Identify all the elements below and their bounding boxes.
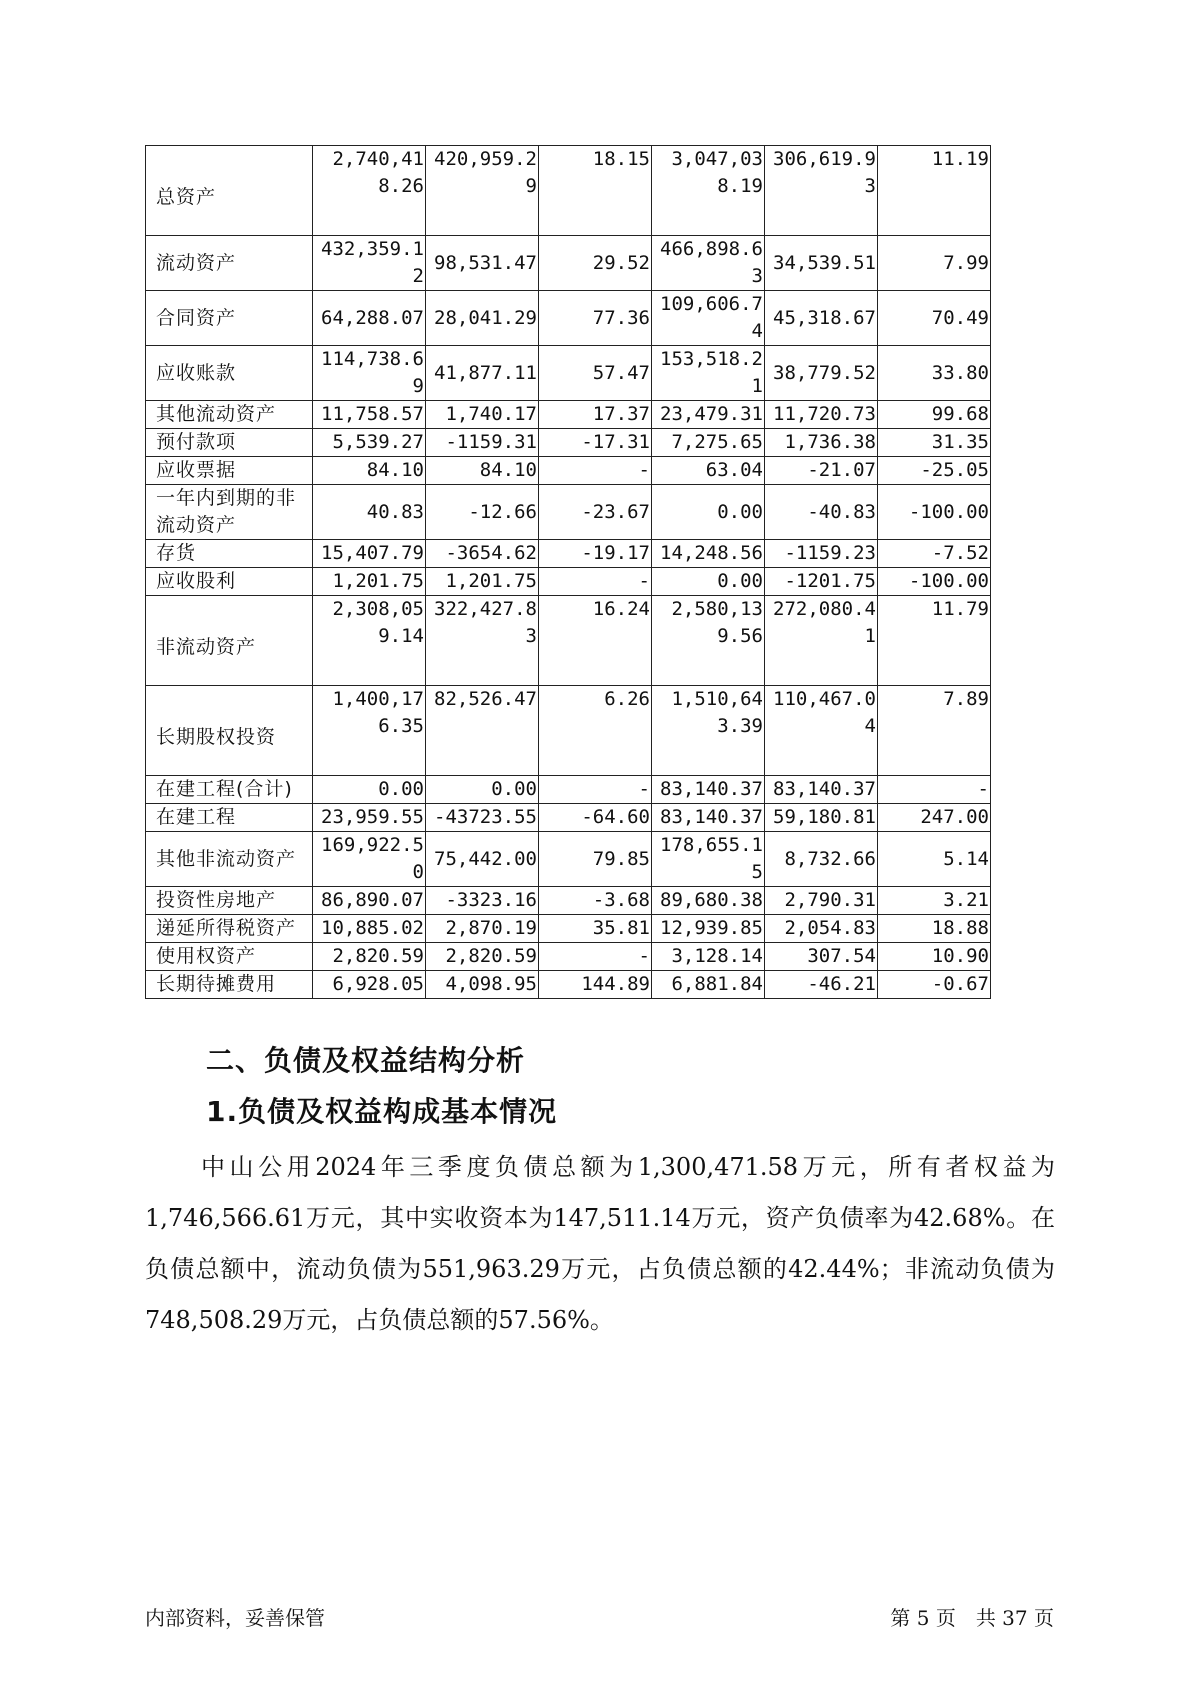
table-cell-v1: 432,359.12 (313, 236, 426, 291)
table-cell-v6: 99.68 (878, 401, 991, 429)
table-cell-v4: 12,939.85 (652, 915, 765, 943)
table-cell-v3: -19.17 (539, 540, 652, 568)
table-row (146, 146, 991, 236)
table-cell-v1: 1,400,176.35 (313, 686, 426, 776)
table-row (146, 291, 991, 346)
table-cell-v5: -1201.75 (765, 568, 878, 596)
table-cell-v2: -1159.31 (426, 429, 539, 457)
table-cell-v4: 14,248.56 (652, 540, 765, 568)
table-cell-v1: 40.83 (313, 485, 426, 540)
table-cell-v3: - (539, 457, 652, 485)
table-cell-v4: 153,518.21 (652, 346, 765, 401)
table-cell-v2: 420,959.29 (426, 146, 539, 236)
table-cell-v5: 2,054.83 (765, 915, 878, 943)
table-cell-v5: 45,318.67 (765, 291, 878, 346)
table-cell-v2: 2,820.59 (426, 943, 539, 971)
footer-page-number: 第 5 页 共 37 页 (890, 1606, 1054, 1630)
table-cell-v5: -40.83 (765, 485, 878, 540)
row-label: 应收账款 (146, 346, 313, 401)
table-cell-v1: 1,201.75 (313, 568, 426, 596)
table-cell-v4: 2,580,139.56 (652, 596, 765, 686)
table-cell-v4: 109,606.74 (652, 291, 765, 346)
table-row (146, 943, 991, 971)
table-cell-v4: 7,275.65 (652, 429, 765, 457)
table-cell-v2: 82,526.47 (426, 686, 539, 776)
section-subheading: 1.负债及权益构成基本情况 (206, 1095, 558, 1128)
table-cell-v3: 18.15 (539, 146, 652, 236)
table-cell-v3: - (539, 776, 652, 804)
table-cell-v2: 28,041.29 (426, 291, 539, 346)
row-label: 其他流动资产 (146, 401, 313, 429)
table-row (146, 540, 991, 568)
table-row (146, 485, 991, 540)
table-cell-v1: 10,885.02 (313, 915, 426, 943)
table-cell-v2: 84.10 (426, 457, 539, 485)
table-row (146, 686, 991, 776)
table-cell-v6: 7.99 (878, 236, 991, 291)
table-row (146, 568, 991, 596)
table-row (146, 401, 991, 429)
row-label: 总资产 (146, 146, 313, 236)
table-cell-v6: 7.89 (878, 686, 991, 776)
table-cell-v6: -100.00 (878, 568, 991, 596)
table-cell-v3: 29.52 (539, 236, 652, 291)
table-cell-v2: 1,740.17 (426, 401, 539, 429)
table-cell-v4: 0.00 (652, 568, 765, 596)
table-cell-v2: 98,531.47 (426, 236, 539, 291)
table-cell-v2: -43723.55 (426, 804, 539, 832)
table-cell-v5: 11,720.73 (765, 401, 878, 429)
table-cell-v3: 79.85 (539, 832, 652, 887)
row-label: 预付款项 (146, 429, 313, 457)
table-cell-v3: - (539, 568, 652, 596)
table-cell-v5: 8,732.66 (765, 832, 878, 887)
footer-confidential-note: 内部资料，妥善保管 (145, 1606, 325, 1630)
table-cell-v1: 23,959.55 (313, 804, 426, 832)
table-row (146, 596, 991, 686)
table-cell-v6: - (878, 776, 991, 804)
row-label: 使用权资产 (146, 943, 313, 971)
table-cell-v6: 18.88 (878, 915, 991, 943)
table-cell-v1: 64,288.07 (313, 291, 426, 346)
table-cell-v1: 2,820.59 (313, 943, 426, 971)
table-cell-v6: -25.05 (878, 457, 991, 485)
row-label: 应收股利 (146, 568, 313, 596)
table-row (146, 971, 991, 999)
table-cell-v3: 35.81 (539, 915, 652, 943)
table-cell-v2: 75,442.00 (426, 832, 539, 887)
table-cell-v2: -3323.16 (426, 887, 539, 915)
table-cell-v1: 11,758.57 (313, 401, 426, 429)
table-cell-v2: -12.66 (426, 485, 539, 540)
row-label: 长期待摊费用 (146, 971, 313, 999)
table-cell-v1: 6,928.05 (313, 971, 426, 999)
table-cell-v6: -7.52 (878, 540, 991, 568)
table-cell-v5: -21.07 (765, 457, 878, 485)
table-row (146, 832, 991, 887)
table-cell-v3: -17.31 (539, 429, 652, 457)
body-paragraph: 中山公用2024年三季度负债总额为1,300,471.58万元，所有者权益为1,746,566.61万元，其中实收资本为147,511.14万元，资产负债率为42.68%。在负债总额中，流动负债为551,963.29万元，占负债总额的42.44%；非流动负债为748,508.29万元，占负债总额的57.56%。 (145, 1153, 1055, 1334)
table-cell-v3: 6.26 (539, 686, 652, 776)
table-cell-v6: 31.35 (878, 429, 991, 457)
table-cell-v1: 114,738.69 (313, 346, 426, 401)
table-cell-v6: 5.14 (878, 832, 991, 887)
table-cell-v4: 3,128.14 (652, 943, 765, 971)
row-label: 非流动资产 (146, 596, 313, 686)
table-cell-v2: -3654.62 (426, 540, 539, 568)
table-cell-v3: 17.37 (539, 401, 652, 429)
table-cell-v5: 83,140.37 (765, 776, 878, 804)
table-cell-v3: 57.47 (539, 346, 652, 401)
table-cell-v4: 1,510,643.39 (652, 686, 765, 776)
table-cell-v4: 3,047,038.19 (652, 146, 765, 236)
table-cell-v4: 89,680.38 (652, 887, 765, 915)
table-row (146, 776, 991, 804)
table-cell-v2: 41,877.11 (426, 346, 539, 401)
table-cell-v1: 2,740,418.26 (313, 146, 426, 236)
table-cell-v6: 247.00 (878, 804, 991, 832)
table-cell-v6: 70.49 (878, 291, 991, 346)
row-label: 一年内到期的非流动资产 (146, 485, 313, 540)
table-cell-v3: - (539, 943, 652, 971)
table-cell-v1: 169,922.50 (313, 832, 426, 887)
table-cell-v6: -100.00 (878, 485, 991, 540)
table-cell-v1: 84.10 (313, 457, 426, 485)
table-cell-v5: 59,180.81 (765, 804, 878, 832)
table-cell-v3: 144.89 (539, 971, 652, 999)
table-cell-v5: 307.54 (765, 943, 878, 971)
table-row (146, 346, 991, 401)
table-cell-v5: -46.21 (765, 971, 878, 999)
table-body (146, 146, 991, 999)
table-cell-v4: 6,881.84 (652, 971, 765, 999)
row-label: 投资性房地产 (146, 887, 313, 915)
table-row (146, 236, 991, 291)
row-label: 流动资产 (146, 236, 313, 291)
row-label: 应收票据 (146, 457, 313, 485)
table-cell-v5: 38,779.52 (765, 346, 878, 401)
table-cell-v5: -1159.23 (765, 540, 878, 568)
table-cell-v6: -0.67 (878, 971, 991, 999)
row-label: 在建工程(合计) (146, 776, 313, 804)
row-label: 其他非流动资产 (146, 832, 313, 887)
table-cell-v5: 1,736.38 (765, 429, 878, 457)
table-cell-v1: 5,539.27 (313, 429, 426, 457)
row-label: 长期股权投资 (146, 686, 313, 776)
table-cell-v4: 23,479.31 (652, 401, 765, 429)
table-cell-v3: 77.36 (539, 291, 652, 346)
asset-structure-table (145, 145, 991, 999)
table-cell-v1: 0.00 (313, 776, 426, 804)
table-cell-v4: 466,898.63 (652, 236, 765, 291)
section-heading: 二、负债及权益结构分析 (206, 1044, 526, 1077)
table-cell-v2: 0.00 (426, 776, 539, 804)
table-cell-v4: 63.04 (652, 457, 765, 485)
table-cell-v3: -23.67 (539, 485, 652, 540)
table-cell-v4: 83,140.37 (652, 804, 765, 832)
table-cell-v6: 33.80 (878, 346, 991, 401)
table-cell-v6: 11.79 (878, 596, 991, 686)
table-cell-v3: -3.68 (539, 887, 652, 915)
table-cell-v4: 83,140.37 (652, 776, 765, 804)
table-cell-v3: 16.24 (539, 596, 652, 686)
row-label: 递延所得税资产 (146, 915, 313, 943)
table-cell-v5: 272,080.41 (765, 596, 878, 686)
table-cell-v1: 86,890.07 (313, 887, 426, 915)
table-cell-v5: 2,790.31 (765, 887, 878, 915)
table-row (146, 457, 991, 485)
row-label: 合同资产 (146, 291, 313, 346)
table-cell-v5: 306,619.93 (765, 146, 878, 236)
table-cell-v1: 15,407.79 (313, 540, 426, 568)
table-row (146, 915, 991, 943)
table-cell-v6: 10.90 (878, 943, 991, 971)
table-row (146, 429, 991, 457)
table-cell-v4: 178,655.15 (652, 832, 765, 887)
table-cell-v2: 2,870.19 (426, 915, 539, 943)
table-cell-v5: 110,467.04 (765, 686, 878, 776)
table-cell-v5: 34,539.51 (765, 236, 878, 291)
row-label: 在建工程 (146, 804, 313, 832)
table-cell-v2: 322,427.83 (426, 596, 539, 686)
table-cell-v2: 4,098.95 (426, 971, 539, 999)
table-cell-v1: 2,308,059.14 (313, 596, 426, 686)
table-cell-v4: 0.00 (652, 485, 765, 540)
row-label: 存货 (146, 540, 313, 568)
table-row (146, 804, 991, 832)
table-cell-v6: 3.21 (878, 887, 991, 915)
table-cell-v6: 11.19 (878, 146, 991, 236)
table-cell-v2: 1,201.75 (426, 568, 539, 596)
table-cell-v3: -64.60 (539, 804, 652, 832)
table-row (146, 887, 991, 915)
